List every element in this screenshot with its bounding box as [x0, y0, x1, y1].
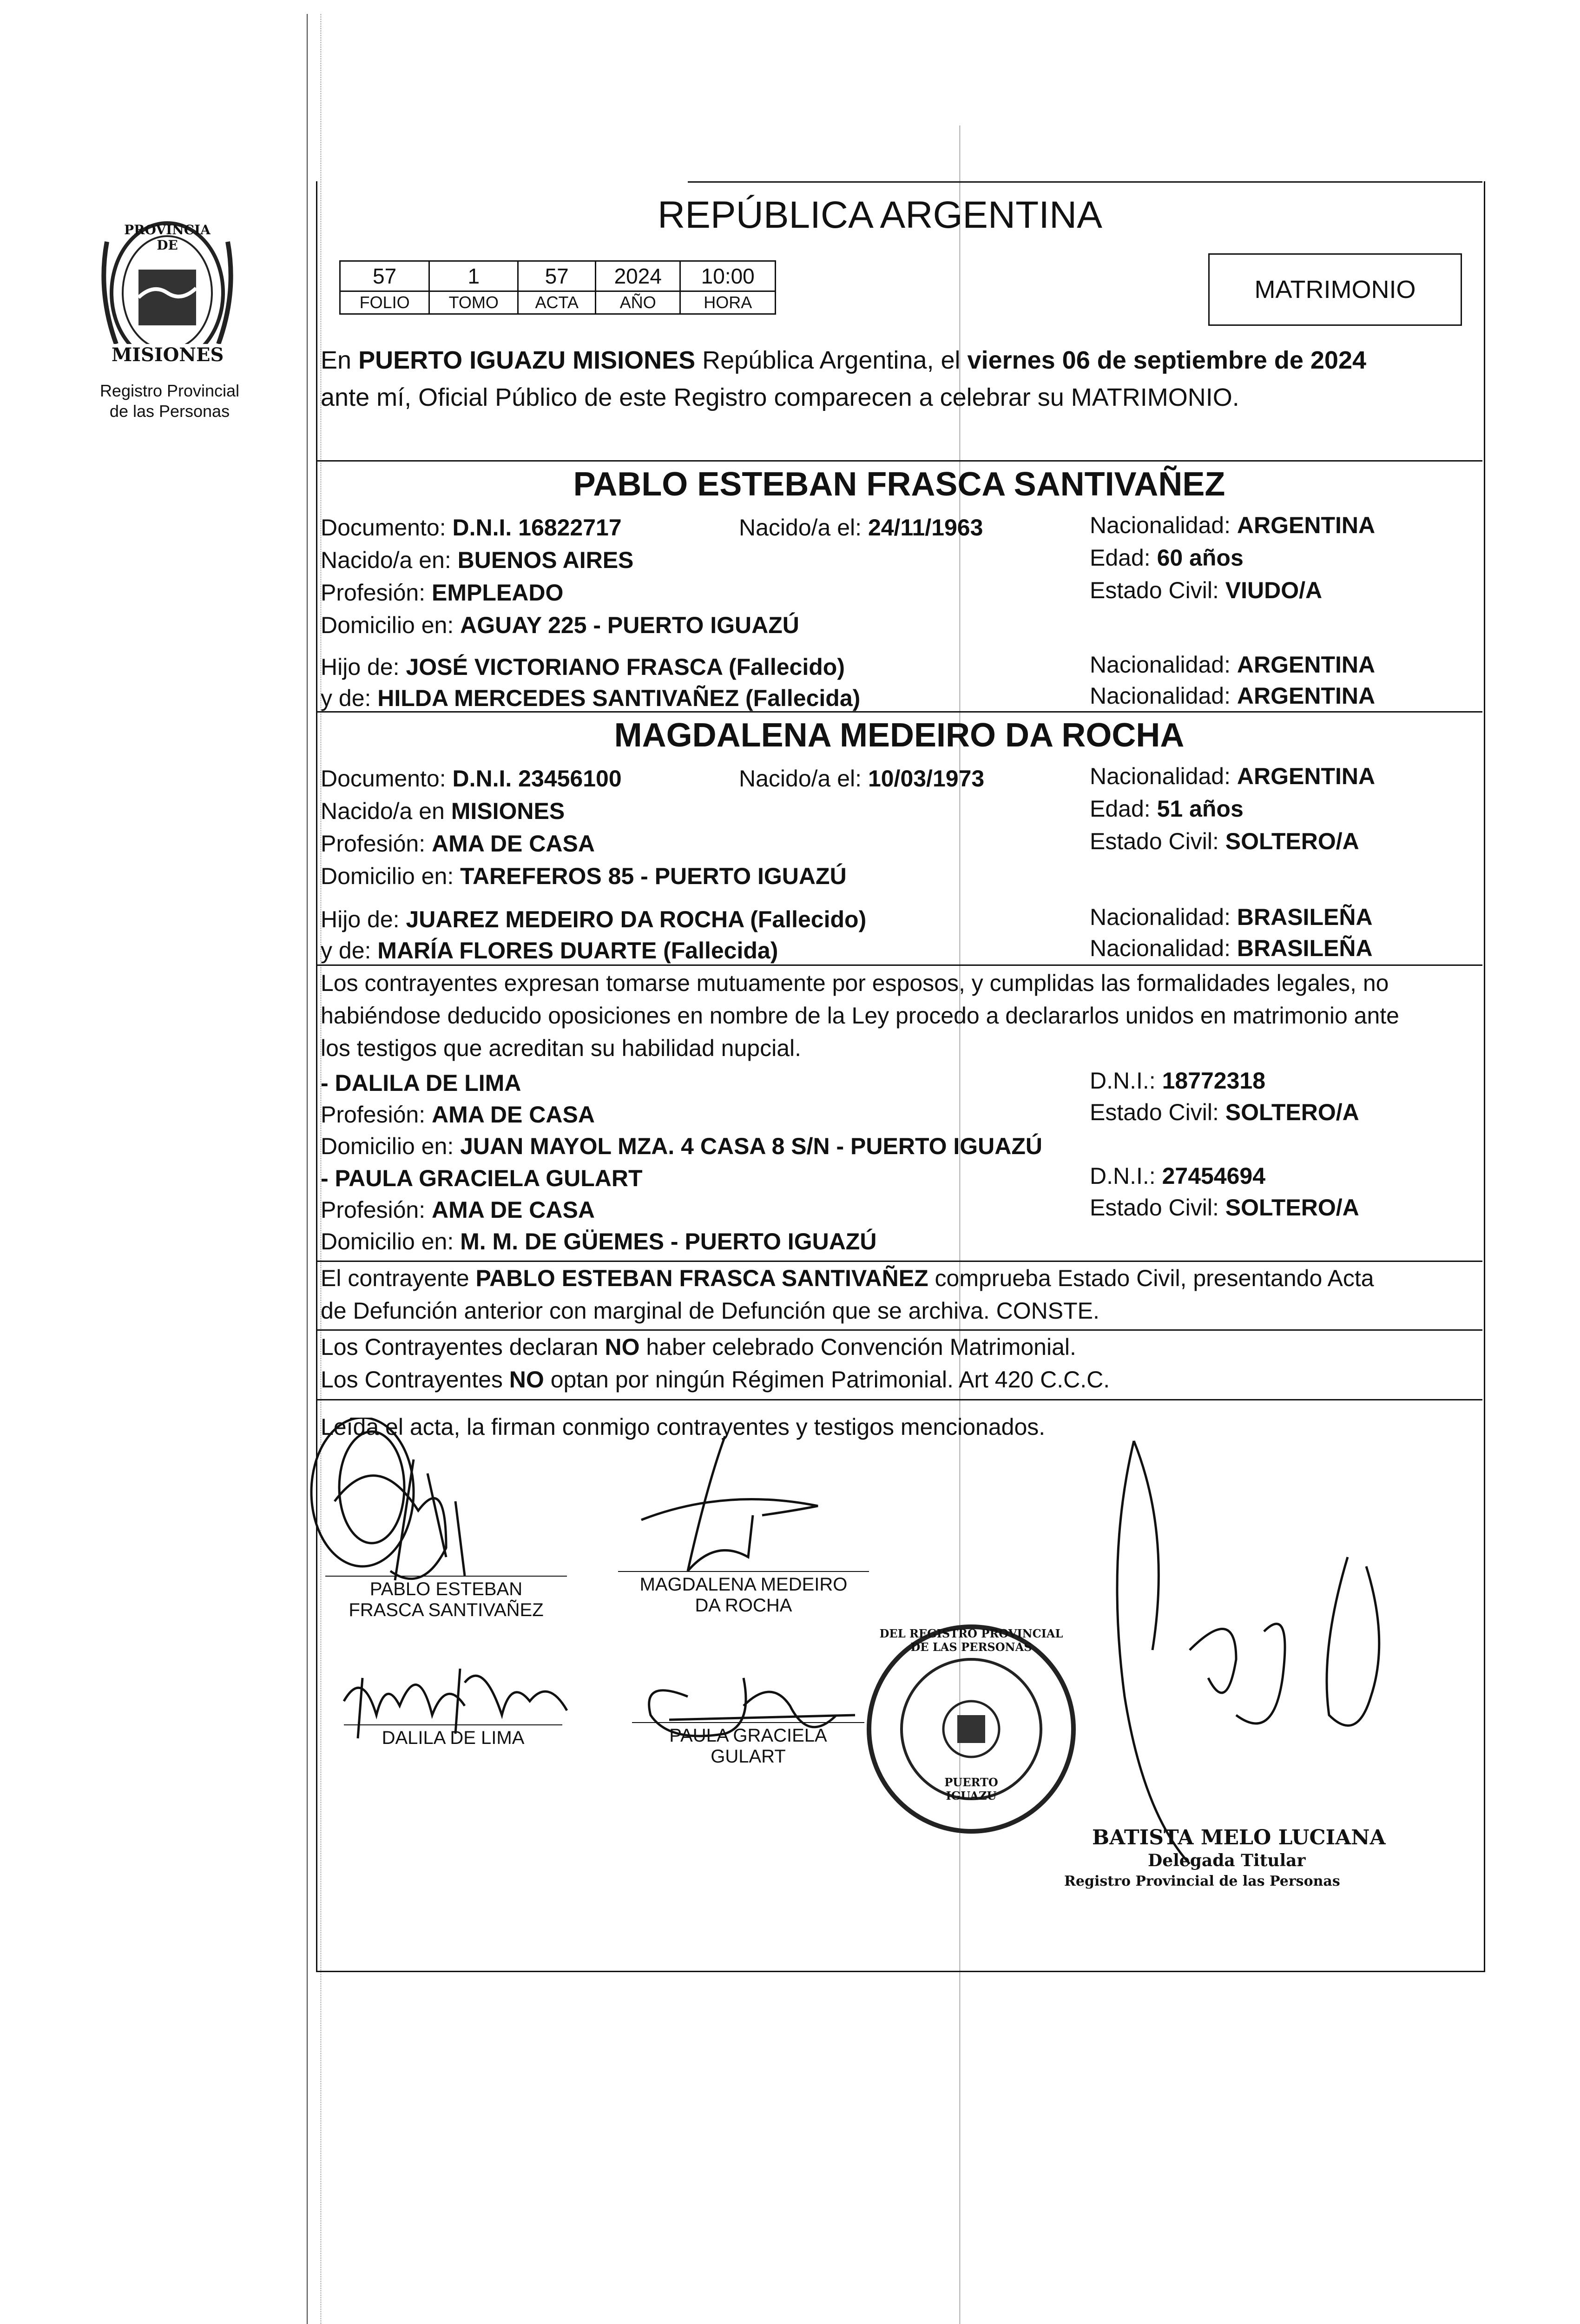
witness-1-civil-status: Estado Civil: SOLTERO/A — [1090, 1099, 1359, 1125]
folio-label: FOLIO — [340, 291, 429, 314]
acta-label: ACTA — [518, 291, 596, 314]
bride-signature-label-2: DA ROCHA — [695, 1595, 792, 1616]
divider-groom — [316, 460, 1482, 462]
groom-name: PABLO ESTEBAN FRASCA SANTIVAÑEZ — [573, 466, 1225, 503]
official-stamp-icon — [864, 1622, 1078, 1836]
groom-doc: Documento: D.N.I. 16822717 — [321, 515, 622, 541]
witness-1-address: Domicilio en: JUAN MAYOL MZA. 4 CASA 8 S/N - PUERTO IGUAZÚ — [321, 1133, 1043, 1159]
official-signature-scribble — [1117, 1441, 1379, 1864]
groom-civil-status: Estado Civil: VIUDO/A — [1090, 577, 1323, 603]
logo-caption-1: Registro Provincial — [99, 381, 240, 400]
bride-address: Domicilio en: TAREFEROS 85 - PUERTO IGUAZÚ — [321, 863, 847, 889]
bride-profession: Profesión: AMA DE CASA — [321, 831, 595, 857]
bride-doc: Documento: D.N.I. 23456100 — [321, 766, 622, 792]
bride-mother-nat: Nacionalidad: BRASILEÑA — [1090, 935, 1373, 961]
divider-declaration — [316, 964, 1482, 966]
stamp-ring-text: DEL REGISTRO PROVINCIAL DE LAS PERSONAS — [879, 1627, 1063, 1654]
folio-value: 57 — [340, 261, 429, 291]
official-stamp — [864, 1622, 1078, 1836]
witness-1-name: - DALILA DE LIMA — [321, 1070, 521, 1096]
witness-2-name: - PAULA GRACIELA GULART — [321, 1165, 643, 1191]
tomo-label: TOMO — [429, 291, 518, 314]
witness-1-profession: Profesión: AMA DE CASA — [321, 1102, 595, 1128]
groom-father-nat: Nacionalidad: ARGENTINA — [1090, 652, 1376, 678]
bride-born: Nacido/a el: 10/03/1973 — [739, 766, 985, 792]
convention-line-1: Los Contrayentes declaran NO haber celebrado Convención Matrimonial. — [321, 1334, 1076, 1360]
intro-line-1: En PUERTO IGUAZU MISIONES República Argentina, el viernes 06 de septiembre de 2024 — [321, 346, 1367, 374]
declaration-line-2: habiéndose deducido oposiciones en nombre de la Ley procedo a declararlos unidos en matrimonio ante — [321, 1003, 1399, 1029]
logo-caption-2: de las Personas — [109, 402, 230, 421]
page-title: REPÚBLICA ARGENTINA — [658, 194, 1102, 236]
groom-born: Nacido/a el: 24/11/1963 — [739, 515, 983, 541]
groom-signature-label-1: PABLO ESTEBAN — [369, 1579, 523, 1599]
registry-data-table — [339, 260, 776, 315]
divider-bride — [316, 711, 1482, 713]
witness-1-signature-scribble — [344, 1669, 567, 1738]
bride-civil-status: Estado Civil: SOLTERO/A — [1090, 828, 1359, 854]
groom-nat: Nacionalidad: ARGENTINA — [1090, 512, 1376, 538]
anio-value: 2024 — [596, 261, 680, 291]
witness-2-profession: Profesión: AMA DE CASA — [321, 1197, 595, 1223]
acta-value: 57 — [518, 261, 596, 291]
province-logo-ring-top: PROVINCIA DE — [124, 222, 211, 253]
groom-mother: y de: HILDA MERCEDES SANTIVAÑEZ (Fallecida) — [321, 685, 861, 711]
stamp-inner-text: PUERTO IGUAZU — [944, 1776, 998, 1802]
official-role: Delegada Titular — [1148, 1851, 1306, 1870]
groom-signature-label-2: FRASCA SANTIVAÑEZ — [349, 1600, 544, 1620]
anio-label: AÑO — [596, 291, 680, 314]
witness-2-address: Domicilio en: M. M. DE GÜEMES - PUERTO IGUAZÚ — [321, 1228, 877, 1254]
witness-2-dni: D.N.I.: 27454694 — [1090, 1163, 1266, 1189]
convention-line-2: Los Contrayentes NO optan por ningún Régimen Patrimonial. Art 420 C.C.C. — [321, 1367, 1110, 1393]
hora-value: 10:00 — [680, 261, 776, 291]
civil-proof-line-1: El contrayente PABLO ESTEBAN FRASCA SANTIVAÑEZ comprueba Estado Civil, presentando Acta — [321, 1265, 1374, 1291]
divider-conventions — [316, 1329, 1482, 1331]
tomo-value: 1 — [429, 261, 518, 291]
closing-line: Leída el acta, la firman conmigo contrayentes y testigos mencionados. — [321, 1414, 1046, 1440]
frame-top-right — [688, 181, 1482, 183]
official-organization: Registro Provincial de las Personas — [1064, 1873, 1340, 1889]
divider-closing — [316, 1399, 1482, 1400]
witness-1-dni: D.N.I.: 18772318 — [1090, 1068, 1266, 1094]
groom-signature-scribble — [311, 1418, 465, 1580]
witness-1-signature-label: DALILA DE LIMA — [382, 1728, 525, 1748]
declaration-line-1: Los contrayentes expresan tomarse mutuamente por esposos, y cumplidas las formalidades legales, no — [321, 970, 1389, 996]
bride-nat: Nacionalidad: ARGENTINA — [1090, 763, 1376, 789]
groom-address: Domicilio en: AGUAY 225 - PUERTO IGUAZÚ — [321, 612, 799, 638]
declaration-line-3: los testigos que acreditan su habilidad nupcial. — [321, 1035, 802, 1061]
witness-2-signature-label-2: GULART — [711, 1746, 786, 1767]
groom-mother-nat: Nacionalidad: ARGENTINA — [1090, 683, 1376, 709]
province-logo-ring-bottom: MISIONES — [112, 344, 224, 366]
official-name: BATISTA MELO LUCIANA — [1092, 1826, 1386, 1849]
bride-name: MAGDALENA MEDEIRO DA ROCHA — [614, 717, 1185, 754]
hora-label: HORA — [680, 291, 776, 314]
bride-mother: y de: MARÍA FLORES DUARTE (Fallecida) — [321, 938, 778, 964]
witness-2-signature-scribble — [649, 1678, 855, 1736]
groom-profession: Profesión: EMPLEADO — [321, 580, 564, 606]
witness-2-signature-label-1: PAULA GRACIELA — [669, 1725, 827, 1746]
bride-father-nat: Nacionalidad: BRASILEÑA — [1090, 904, 1373, 930]
bride-signature-label-1: MAGDALENA MEDEIRO — [639, 1574, 848, 1595]
bride-age: Edad: 51 años — [1090, 796, 1244, 822]
fold-line-left — [307, 14, 308, 2324]
intro-line-2: ante mí, Oficial Público de este Registro comparecen a celebrar su MATRIMONIO. — [321, 383, 1239, 411]
bride-signature-scribble — [641, 1436, 818, 1571]
witness-2-civil-status: Estado Civil: SOLTERO/A — [1090, 1195, 1359, 1221]
civil-proof-line-2: de Defunción anterior con marginal de Defunción que se archiva. CONSTE. — [321, 1298, 1099, 1324]
record-type-box: MATRIMONIO — [1208, 253, 1462, 326]
bride-birthplace: Nacido/a en MISIONES — [321, 798, 565, 824]
groom-father: Hijo de: JOSÉ VICTORIANO FRASCA (Fallecido) — [321, 654, 845, 680]
divider-civil-proof — [316, 1261, 1482, 1262]
groom-age: Edad: 60 años — [1090, 545, 1244, 571]
bride-father: Hijo de: JUAREZ MEDEIRO DA ROCHA (Fallecido) — [321, 906, 867, 932]
groom-birthplace: Nacido/a en: BUENOS AIRES — [321, 547, 634, 573]
